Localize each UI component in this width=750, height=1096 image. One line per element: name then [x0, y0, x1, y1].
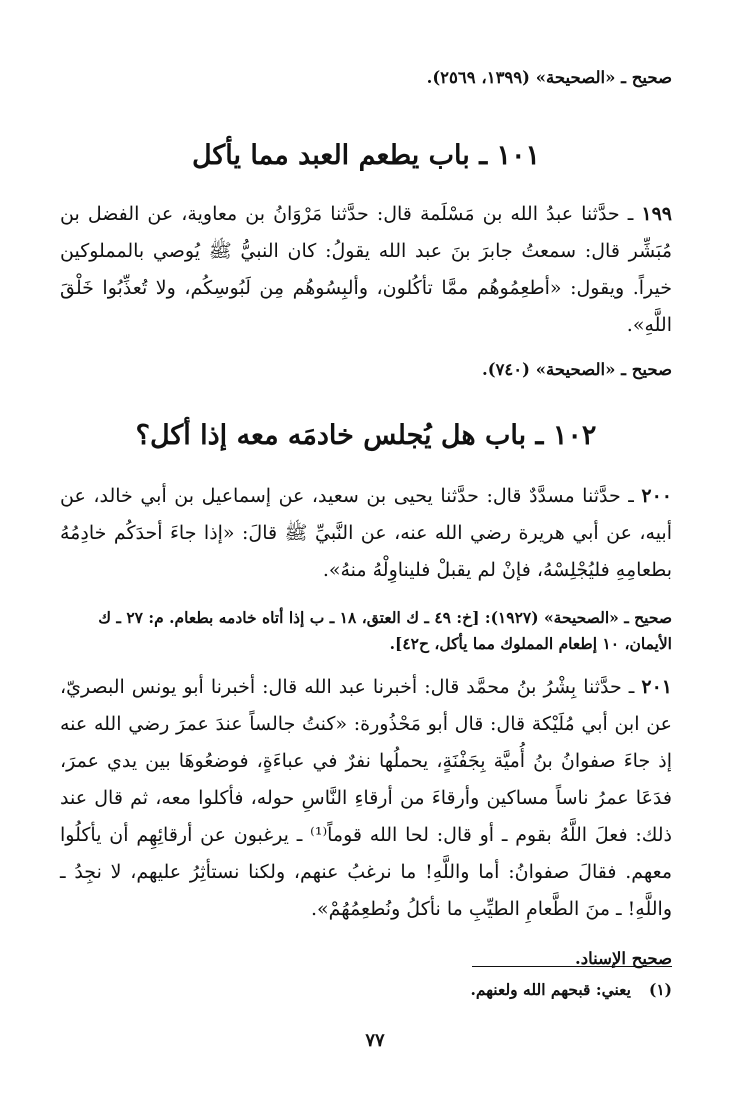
- footnote-divider: [472, 966, 672, 967]
- hadith-200-number: ٢٠٠: [641, 485, 672, 507]
- chapter-102-title: ١٠٢ ـ باب هل يُجلس خادمَه معه إذا أكل؟: [135, 420, 597, 451]
- hadith-201-number: ٢٠١: [641, 676, 672, 698]
- hadith-201-grading: صحيح الإسناد.: [575, 949, 672, 968]
- top-grading: صحيح ـ «الصحيحة» (١٣٩٩، ٢٥٦٩).: [426, 68, 672, 87]
- hadith-199-number: ١٩٩: [641, 203, 672, 225]
- hadith-199-grading: صحيح ـ «الصحيحة» (٧٤٠).: [482, 360, 672, 379]
- hadith-201: [60, 669, 672, 928]
- hadith-200-grading: صحيح ـ «الصحيحة» (١٩٢٧): [خ: ٤٩ ـ ك العتق، ١٨ ـ ب إذا أتاه خادمه بطعام. م: ٢٧ ـ ك الأيمان، ١٠ إطعام المملوك مما يأكل، ح٤٢].: [98, 608, 672, 653]
- hadith-199: [60, 196, 672, 344]
- hadith-200: [60, 478, 672, 589]
- hadith-200-text: ـ حدَّثنا مسدَّدٌ قال: حدَّثنا يحيى بن سعيد، عن إسماعيل بن أبي خالد، عن أبيه، عن أبي هريرة رضي الله عنه، عن النَّبيِّ ﷺ قالَ: «إذا جاءَ أحدَكُم خادِمُهُ بطعامِهِ فليُجْلِسْهُ، فإنْ لم يقبلْ فليناوِلْهُ منهُ».: [60, 485, 672, 581]
- footnote-number: (١): [648, 980, 672, 999]
- footnote: [470, 978, 672, 1002]
- hadith-201-text: ـ حدَّثنا بِشْرُ بنُ محمَّد قال: أخبرنا عبد الله قال: أخبرنا أبو يونس البصريّ، عن ابن أبي مُلَيْكة قال: قال أبو مَحْذُورة: «كنتُ جالساً عندَ عمرَ رضي الله عنه إذ جاءَ صفوانُ بنُ أُميَّة بِجَفْنَةٍ، يحملُها نفرٌ في عباءَةٍ، فوضعُوهَا بين يدي عمرَ، فدَعَا عمرُ ناساً مساكين وأرقاءَ من أرقاءِ النَّاسِ حوله، فأكلوا معه، ثم قال عند ذلك: فعلَ اللَّهُ بقوم ـ أو قال: لحا الله قوماً⁽¹⁾ ـ يرغبون عن أرقائِهِم أن يأكلُوا معهم. فقالَ صفوانُ: أما واللَّهِ! ما نرغبُ عنهم، ولكنا نستأثِرُ عليهم، لا نجِدُ ـ واللَّهِ! ـ منَ الطَّعامِ الطيِّبِ ما نأكلُ ونُطعِمُهُمْ».: [60, 676, 672, 920]
- page-number: ٧٧: [365, 1030, 385, 1051]
- hadith-199-text: ـ حدَّثنا عبدُ الله بن مَسْلَمة قال: حدَّثنا مَرْوَانُ بن معاوية، عن الفضل بن مُبَشِّر قال: سمعتُ جابرَ بنَ عبد الله يقولُ: كان النبيُّ ﷺ يُوصي بالمملوكين خيراً. ويقول: «أطعِمُوهُم ممَّا تأكُلون، وألبِسُوهُم مِن لَبُوسِكُم، ولا تُعذِّبُوا خَلْقَ اللَّهِ».: [60, 203, 672, 336]
- chapter-101-title: ١٠١ ـ باب يطعم العبد مما يأكل: [191, 140, 541, 171]
- footnote-text: يعني: قبحهم الله ولعنهم.: [470, 980, 631, 999]
